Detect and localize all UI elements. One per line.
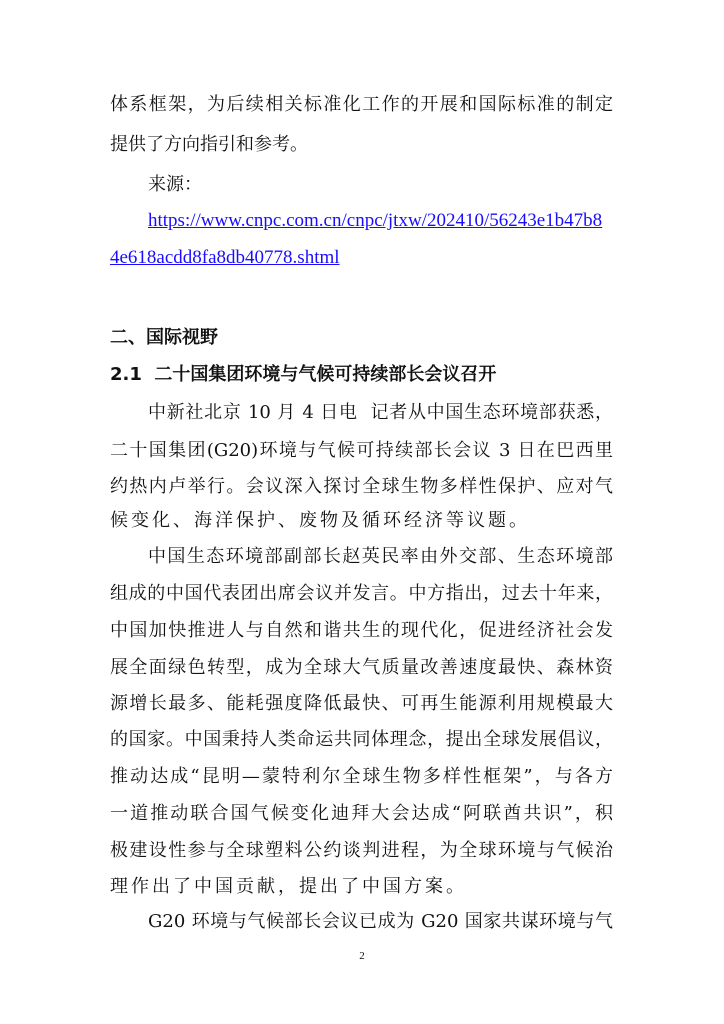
page-number: 2 bbox=[359, 950, 365, 962]
paragraph-line: 极建设性参与全球塑料公约谈判进程，为全球环境与气候治 bbox=[110, 840, 613, 861]
paragraph-line: 的国家。中国秉持人类命运共同体理念，提出全球发展倡议， bbox=[110, 729, 613, 750]
body-text-line: 体系框架，为后续相关标准化工作的开展和国际标准的制定 bbox=[110, 94, 613, 115]
paragraph-line: 理作出了中国贡献，提出了中国方案。 bbox=[110, 876, 467, 897]
source-link-continued[interactable]: 4e618acdd8fa8db40778.shtml bbox=[110, 247, 340, 268]
paragraph-line: 中国加快推进人与自然和谐共生的现代化，促进经济社会发 bbox=[110, 620, 613, 641]
paragraph-line: 中国生态环境部副部长赵英民率由外交部、生态环境部 bbox=[148, 546, 613, 567]
paragraph-line: 推动达成“昆明—蒙特利尔全球生物多样性框架”，与各方 bbox=[110, 766, 613, 787]
paragraph-line: 组成的中国代表团出席会议并发言。中方指出，过去十年来， bbox=[110, 583, 613, 604]
section-heading: 二、国际视野 bbox=[110, 327, 218, 348]
paragraph-line: 展全面绿色转型，成为全球大气质量改善速度最快、森林资 bbox=[110, 657, 613, 678]
paragraph-line: 源增长最多、能耗强度降低最快、可再生能源利用规模最大 bbox=[110, 693, 613, 714]
paragraph-line: 一道推动联合国气候变化迪拜大会达成“阿联酋共识”，积 bbox=[110, 803, 613, 824]
paragraph-line: 约热内卢举行。会议深入探讨全球生物多样性保护、应对气 bbox=[110, 476, 613, 497]
paragraph-line: 候变化、海洋保护、废物及循环经济等议题。 bbox=[110, 510, 530, 531]
body-text-line: 提供了方向指引和参考。 bbox=[110, 134, 308, 155]
paragraph-line: G20 环境与气候部长会议已成为 G20 国家共谋环境与气 bbox=[148, 911, 613, 932]
subsection-heading: 2.1 二十国集团环境与气候可持续部长会议召开 bbox=[110, 364, 497, 385]
source-label: 来源： bbox=[148, 174, 202, 195]
source-link[interactable]: https://www.cnpc.com.cn/cnpc/jtxw/202410/56243e1b47b8 bbox=[148, 210, 603, 231]
paragraph-line: 二十国集团(G20)环境与气候可持续部长会议 3 日在巴西里 bbox=[110, 440, 613, 461]
paragraph-line: 中新社北京 10 月 4 日电 记者从中国生态环境部获悉， bbox=[148, 402, 613, 423]
